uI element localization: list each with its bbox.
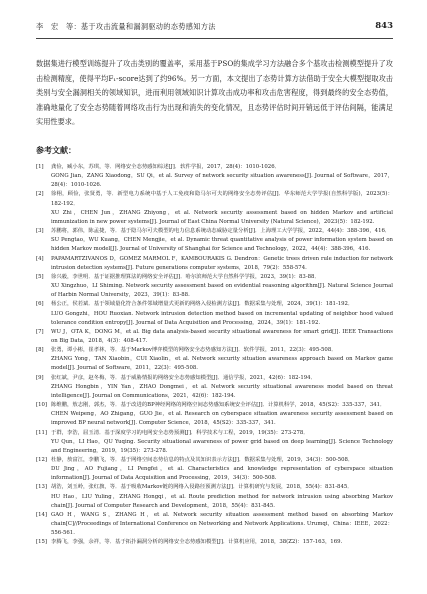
reference-item	[36, 401, 393, 428]
reference-item	[36, 374, 393, 401]
reference-number: [7]	[36, 328, 44, 335]
reference-text: 龚俭，臧小东，苏琪，等．网络安全态势感知综述[J]．软件学报，2017，28(4)：1010-1026．	[51, 164, 280, 170]
reference-item	[36, 538, 393, 547]
reference-text-translation: GONG Jian，ZANG Xiaodong，SU Qi，et al. Survey of network security situation awareness[J]. Journal of Software，2017，28(4)：1010-1026.	[51, 173, 393, 189]
reference-list	[36, 163, 393, 548]
reference-text: PAPAMARTZIVANOS D，GOMEZ MARMOL F，KAMBOURAKIS G. Dendron：Genetic trees driven rule induction for network intrusion detection systems[J]. Future generations computer systems，2018，79(2)：558-574.	[51, 255, 393, 271]
reference-text: 陈维鹏，敖志刚，郭杰，等．基于改进的BP神经网络的网络空间态势感知系统安全评估[J]．计算机科学，2018，45(S2)：335-337，341．	[51, 402, 386, 409]
reference-number: [13]	[36, 484, 47, 491]
header-rule	[36, 38, 393, 39]
reference-text: 张勇，谭小彬，崔孝林，等．基于Markov博弈模型的网络安全态势感知方法[J]．软件学报，2011，22(3)：495-508．	[51, 347, 337, 354]
references-heading: 参考文献：	[36, 146, 76, 155]
reference-item	[36, 483, 393, 510]
reference-number: [1]	[36, 164, 44, 170]
conclusion-paragraph: 数据集进行模型训练提升了攻击类别的覆盖率，采用基于PSO的集成学习方法融合多个基攻击检测模型提升了攻击检测精度，使得平均F₁-score达到了约96%。另一方面，本文提出了态势计算方法借助于安全大模型提取攻击类别与安全漏洞相关的领域知识，进而利用领域知识计算攻击成功率和攻击危害程度，得到最终的安全态势值，准确地量化了安全态势随着网络攻击行为出现和消失的变化情况，且态势评估时间开销远低于评估间隔，能满足实用性要求。	[36, 59, 393, 126]
page-number: 843	[375, 21, 393, 31]
reference-number: [15]	[36, 539, 47, 546]
reference-text: WU J，OTA K，DONG M，et al. Big data analysis-based security situational awareness for smart grid[J]. IEEE Transactions on Big Data，2018，4(3)：408-417.	[51, 328, 393, 344]
reference-number: [3]	[36, 228, 44, 235]
reference-text-translation: YU Qun，LI Hao，QU Yuqing. Security situational awareness of power grid based on deep learning[J]. Science Technology and Engineering，2019，19(35)：273-278.	[51, 438, 393, 454]
reference-item	[36, 227, 393, 254]
reference-number: [5]	[36, 273, 44, 280]
reference-text: 张红斌，尹彦，赵冬梅，等．基于威胁情报的网络安全态势感知模型[J]．通信学报，2021，42(6)：182-194．	[51, 374, 316, 381]
running-title: 李 宏 等：基于攻击流量和漏洞驱动的态势感知方法	[36, 22, 216, 31]
reference-number: [9]	[36, 374, 44, 381]
reference-text-translation: DU Jing，AO Fujiang，LI Pengfei，et al. Characteristics and knowledge representation of cyberspace situation information[J]. Journal of Data Acquisition and Processing，2019，34(3)：500-508.	[51, 466, 393, 482]
reference-text: 李腾飞，李强，余祥，等．基于拓扑漏洞分析的网络安全态势感知模型[J]．计算机应用，2018，38(Z2)：157-163，169.	[51, 539, 343, 546]
reference-item	[36, 511, 393, 538]
reference-text: 于群，李浩，屈玉清．基于深度学习的电网安全态势预测[J]．科学技术与工程，2019，19(35)：273-278．	[51, 429, 309, 436]
reference-number: [2]	[36, 191, 44, 198]
reference-text-translation: SU Pengtao，WU Kuang，CHEN Mengjie，et al. Dynamic threat quantitative analysis of power information system based on hidden Markov model[J]. Journal of University of Shanghai for Science and Technology，2022，44(4)：388-396，416.	[51, 237, 393, 253]
reference-text: 胡浩，刘玉岭，张红旗，等．基于吸收Markov链的网络入侵路径预测方法[J]．计算机研究与发展，2018，55(4)：831-845．	[51, 484, 353, 491]
reference-text-translation: ZHANG Yong，TAN Xiaobin，CUI Xiaolin，et al. Network security situation awareness approach based on Markov game model[J]. Journal of Software，2011，22(3)：495-508.	[51, 356, 393, 372]
reference-item	[36, 273, 393, 300]
reference-number: [8]	[36, 347, 44, 354]
reference-item	[36, 429, 393, 456]
reference-text: GAO H，WANG S，ZHANG H，et al. Network security situation assessment method based on absorbing Markov chain[C]//Proceedings of International Conference on Networking and Network Applications. Urumqi，China：IEEE，2022：556-561.	[51, 511, 393, 537]
reference-item	[36, 190, 393, 227]
running-header	[36, 22, 393, 34]
reference-number: [4]	[36, 255, 44, 262]
reference-text: 苏鹏将，郭伟，陈孟捷，等．基于隐马尔可夫模型的电力信息系统动态威胁定量分析[J]．上海理工大学学报，2022，44(4)：388-396，416．	[51, 228, 391, 235]
reference-item	[36, 456, 393, 483]
reference-number: [12]	[36, 457, 47, 463]
reference-number: [11]	[36, 429, 47, 436]
reference-text-translation: ZHANG Hongbin，YIN Yan，ZHAO Dongmei，et al. Network security situational awareness model based on threat intelligence[J]. Journal on Communications，2021，42(6)：182-194.	[51, 383, 393, 399]
reference-text-translation: XU Xingzhuo，LI Shiming. Network security assessment based on evidential reasoning algorithm[J]. Natural Science Journal of Harbin Normal University，2023，39(1)：83-88.	[51, 283, 393, 299]
reference-item	[36, 255, 393, 273]
reference-text-translation: XU Zhi，CHEN Jun，ZHANG Zhiyong，et al. Network security assessment based on hidden Markov and artificial immunization in new power systems[J]. Journal of East China Normal University (Natural Science)，2023(5)：182-192.	[51, 209, 393, 225]
reference-text-translation: HU Hao，LIU Yuling，ZHANG Hongqi，et al. Route prediction method for network intrusion using absorbing Markov chain[J]. Journal of Computer Research and Development，2018，55(4)：831-845.	[51, 493, 393, 509]
reference-number: [14]	[36, 511, 47, 518]
reference-text-translation: CHEN Weipeng，AO Zhigang，GUO Jie，et al. Research on cyberspace situation awareness security assessment based on improved BP neural network[J]. Computer Science，2018，45(S2)：335-337，341.	[51, 411, 393, 427]
reference-item	[36, 163, 393, 190]
reference-text: 杜静，敖富江，李鹏飞，等．基于网络空间态势信息的特点及其知识表示方法[J]．数据采集与处理，2019，34(3)：500-508．	[51, 457, 354, 463]
reference-number: [10]	[36, 402, 47, 409]
reference-text: 徐兴毅，李世明．基于证据推理算法的网络安全评估[J]．哈尔滨师范大学自然科学学报，2023，39(1)：83-88．	[51, 273, 320, 280]
reference-text: 徐栩，顾俭，张贤勇，等．新型电力系统中基于人工免疫和隐马尔可夫的网络安全态势评估[J]．华东师范大学学报(自然科学版)，2023(5)：182-192．	[51, 191, 393, 207]
reference-item	[36, 300, 393, 327]
reference-item	[36, 328, 393, 346]
body-text	[36, 57, 393, 130]
reference-text: 杨公正，侯若斌．基于领域量化符合条件邻域增量式更新的网络入侵检测方法[J]．数据采集与处理，2024，39(1)：181-192．	[51, 301, 354, 308]
reference-number: [6]	[36, 301, 44, 308]
reference-text-translation: LUO Gongzhi，HOU Ruoxian. Network intrusion detection method based on incremental updating of neighbor hood valued tolerance condition entropy[J]. Journal of Data Acquisition and Processing，2024，39(1)：181-192.	[51, 310, 393, 326]
reference-item	[36, 346, 393, 373]
